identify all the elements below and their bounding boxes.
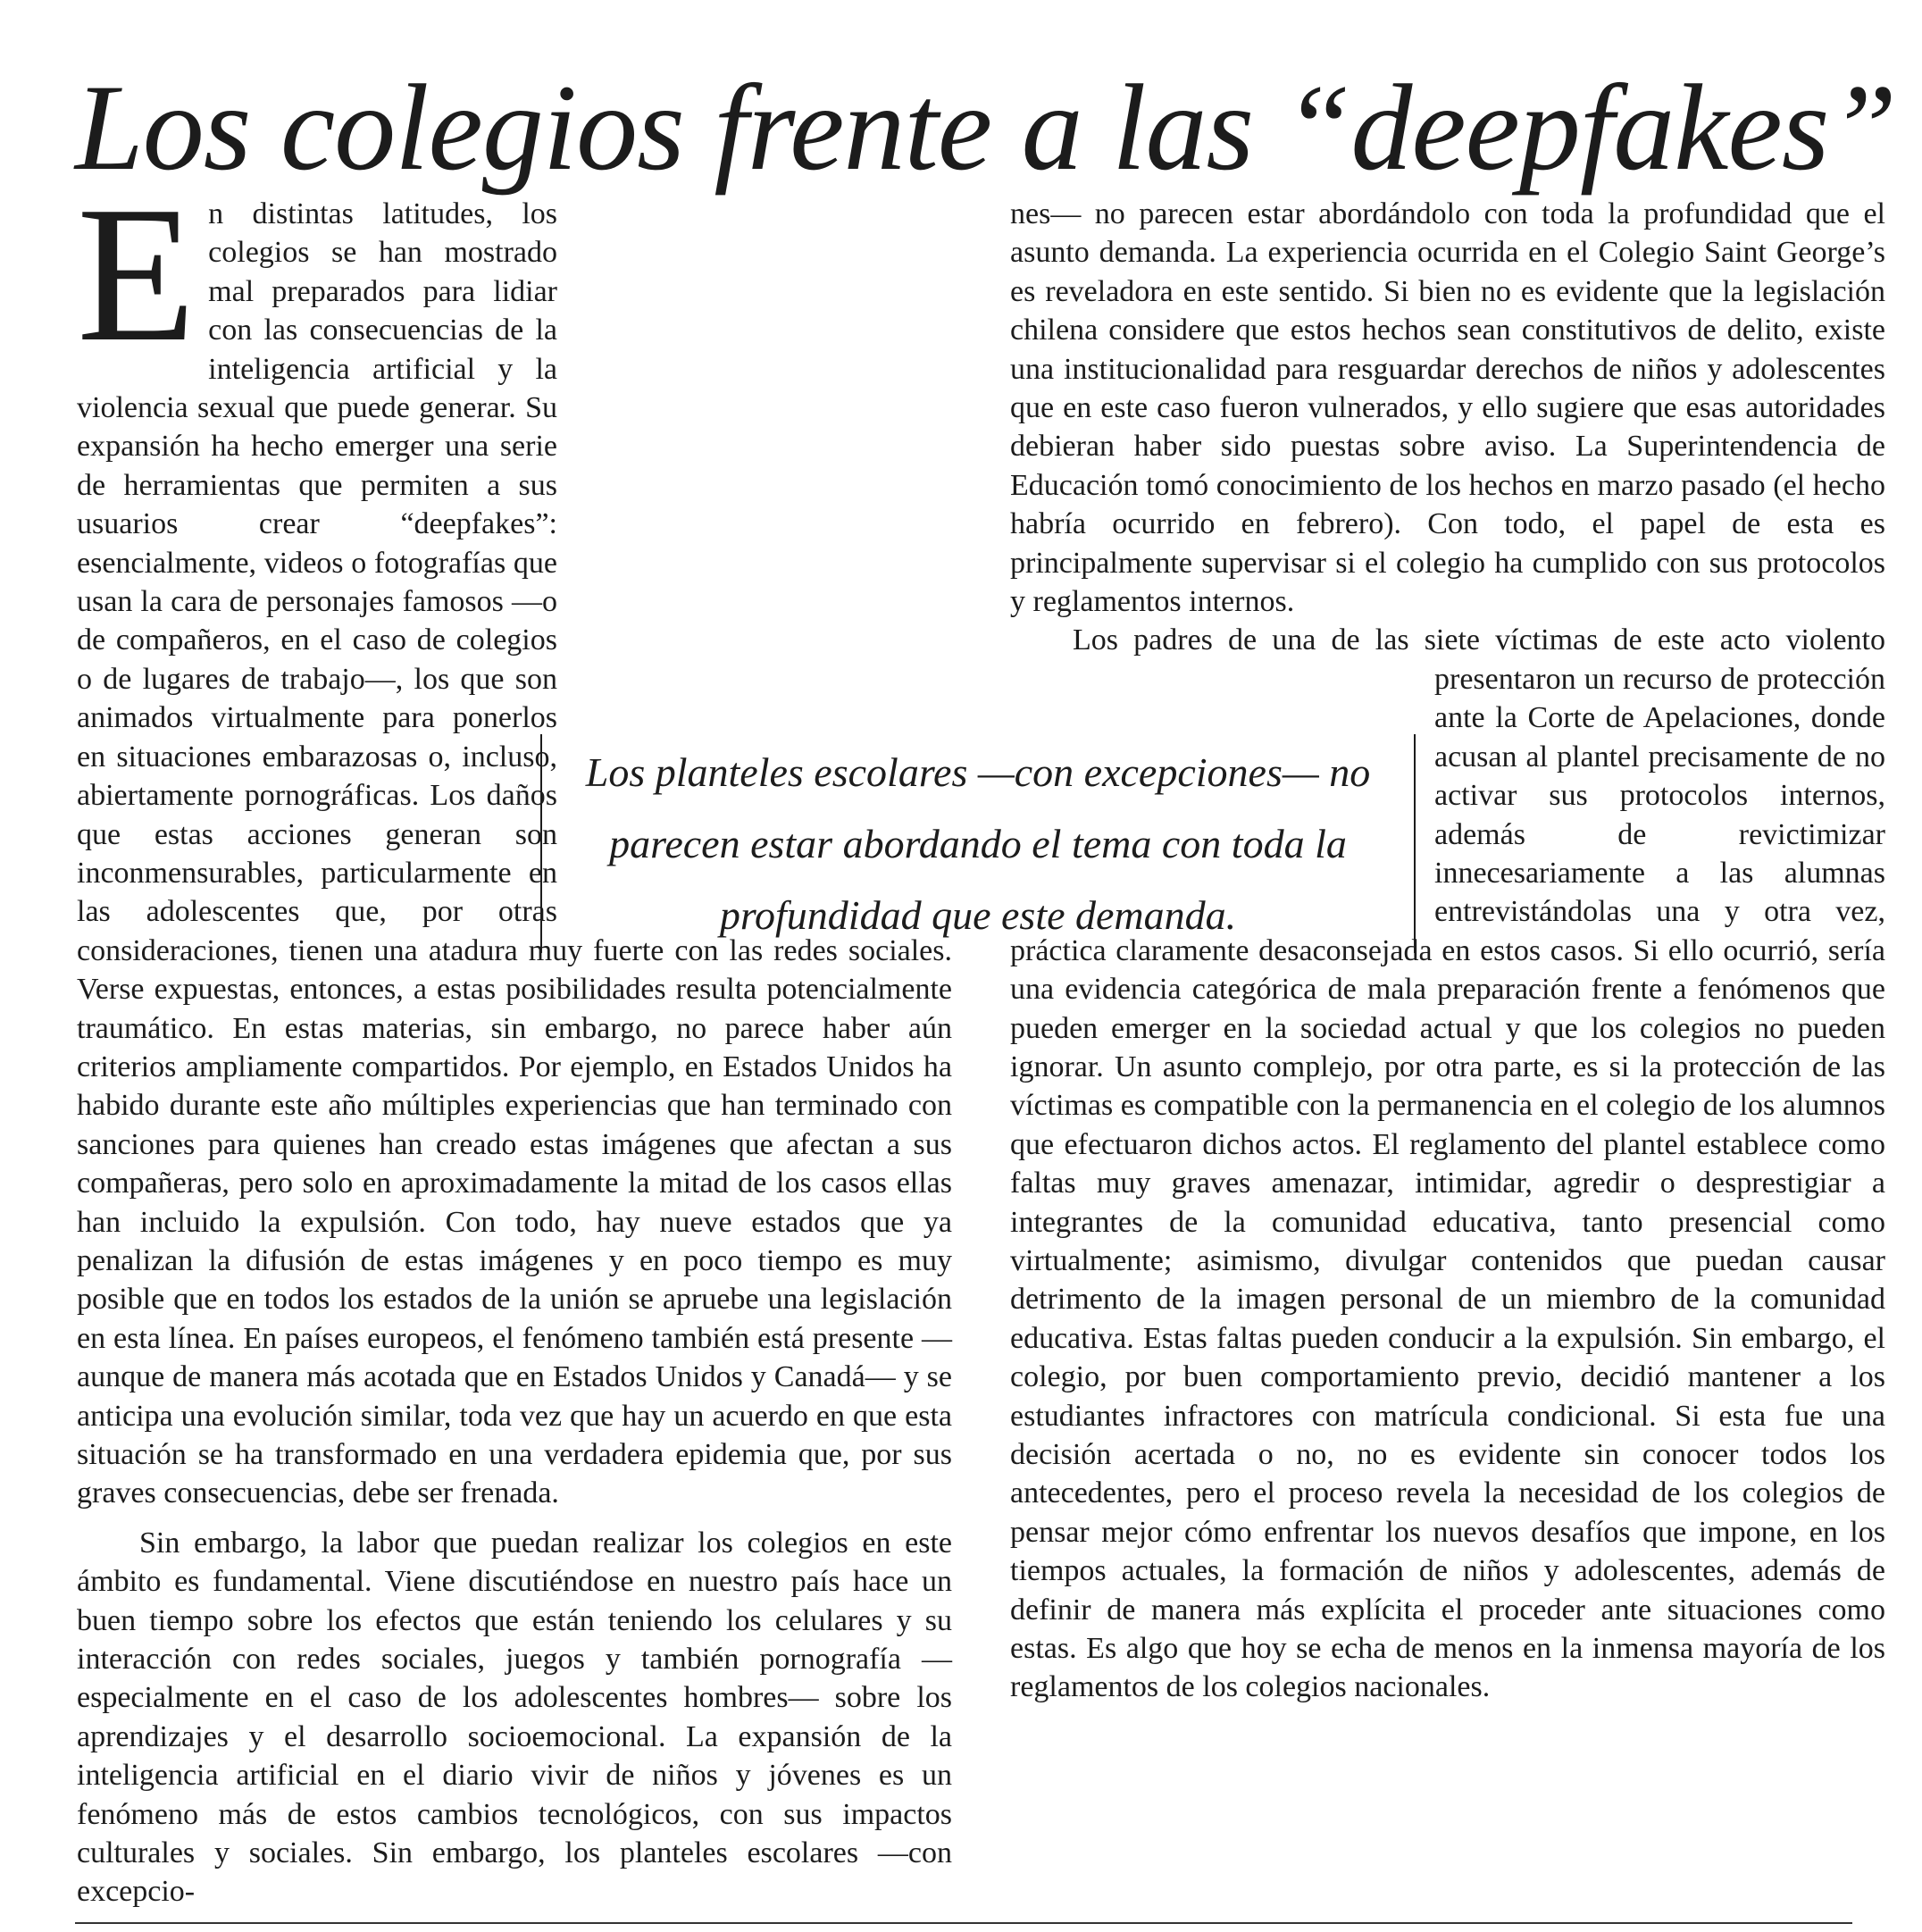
article-paragraph-2: Sin embargo, la labor que puedan realizar los colegios en este ámbito es fundamental. Viene discutiéndose en nuestro país hace un buen tiempo sobre los efectos que están teniendo los celulares y su interacción con redes sociales, juegos y también pornografía —especialmente en el caso de los adolescentes hombres— sobre los aprendizajes y el desarrollo socioemocional. La expansión de la inteligencia artificial en el diario vivir de niños y jóvenes es un fenómeno más de estos cambios tecnológicos, con sus impactos culturales y sociales. Sin embargo, los planteles escolares —con excepcio- [77, 1526, 952, 1909]
pull-quote [540, 734, 1416, 953]
article-paragraph-1-text: n distintas latitudes, los colegios se han mostrado mal preparados para lidiar con las consecuencias de la inteligencia artificial y la violencia sexual que puede generar. Su expansión ha hecho emerger una serie de herramientas que permiten a sus usuarios crear “deepfakes”: esencialmente, videos o fotografías que usan la cara de personajes famosos —o de compañeros, en el caso de colegios o de lugares de trabajo—, los que son animados virtualmente para ponerlos en situaciones embarazosas o, incluso, abiertamente pornográficas. Los daños que estas acciones generan son inconmensurables, particularmente en las adolescentes que, por otras consideraciones, tienen una atadura muy fuerte con las redes sociales. Verse expuestas, entonces, a estas posibilidades resulta potencialmente traumático. En estas materias, sin embargo, no parece haber aún criterios ampliamente compartidos. Por ejemplo, en Estados Unidos ha habido durante este año múltiples experiencias que han terminado con sanciones para quienes han creado estas imágenes que afectan a sus compañeras, pero solo en aproximadamente la mitad de los casos ellas han incluido la expulsión. Con todo, hay nueve estados que ya penalizan la difusión de estas imágenes y en poco tiempo es muy posible que en todos los estados de la unión se apruebe una legislación en esta línea. En países europeos, el fenómeno también está presente —aunque de manera más acotada que en Estados Unidos y Canadá— y se anticipa una evolución similar, toda vez que hay un acuerdo en que esta situación se ha transformado en una verdadera epidemia que, por sus graves consecuencias, debe ser frenada. [77, 197, 952, 1510]
article-column-left [77, 167, 952, 1911]
article-paragraph-3: nes— no parecen estar abordándolo con toda la profundidad que el asunto demanda. La experiencia ocurrida en el Colegio Saint George’s es reveladora en este sentido. Si bien no es evidente que la legislación chilena considere que estos hechos sean constitutivos de delito, existe una institucionalidad para resguardar derechos de niños y adolescentes que en este caso fueron vulnerados, y ello sugiere que esas autoridades debieran haber sido puestas sobre aviso. La Superintendencia de Educación tomó conocimiento de los hechos en marzo pasado (el hecho habría ocurrido en febrero). Con todo, el papel de esta es principalmente supervisar si el colegio ha cumplido con sus protocolos y reglamentos internos. [1010, 197, 1885, 619]
bottom-divider [75, 1922, 1852, 1924]
pull-quote-text: Los planteles escolares —con excepciones— no parecen estar abordando el tema con toda la profundidad que este demanda. [585, 749, 1371, 938]
drop-cap: E [77, 167, 196, 382]
article-headline: Los colegios frente a las “deepfakes” [75, 59, 1897, 196]
article-paragraph-4: Los padres de una de las siete víctimas de este acto violento presentaron un recurso de protección ante la Corte de Apelaciones, donde acusan al plantel precisamente de no activar sus protocolos internos, además de revictimizar innecesariamente a las alumnas entrevistándolas una y otra vez, práctica claramente desaconsejada en estos casos. Si ello ocurrió, sería una evidencia categórica de mala preparación frente a fenómenos que pueden emerger en la sociedad actual y que los colegios no pueden ignorar. Un asunto complejo, por otra parte, es si la protección de las víctimas es compatible con la permanencia en el colegio de los alumnos que efectuaron dichos actos. El reglamento del plantel establece como faltas muy graves amenazar, intimidar, agredir o desprestigiar a integrantes de la comunidad educativa, tanto presencial como virtualmente; asimismo, divulgar contenidos que puedan causar detrimento de la imagen personal de un miembro de la comunidad educativa. Estas faltas pueden conducir a la expulsión. Sin embargo, el colegio, por buen comportamiento previo, decidió mantener a los estudiantes infractores con matrícula condicional. Si esta fue una decisión acertada o no, no es evidente sin conocer todos los antecedentes, pero el proceso revela la necesidad de los colegios de pensar mejor cómo enfrentar los nuevos desafíos que impone, en los tiempos actuales, la formación de niños y adolescentes, además de definir de manera más explícita el proceder ante situaciones como estas. Es algo que hoy se echa de menos en la inmensa mayoría de los reglamentos de los colegios nacionales. [1010, 623, 1885, 1704]
